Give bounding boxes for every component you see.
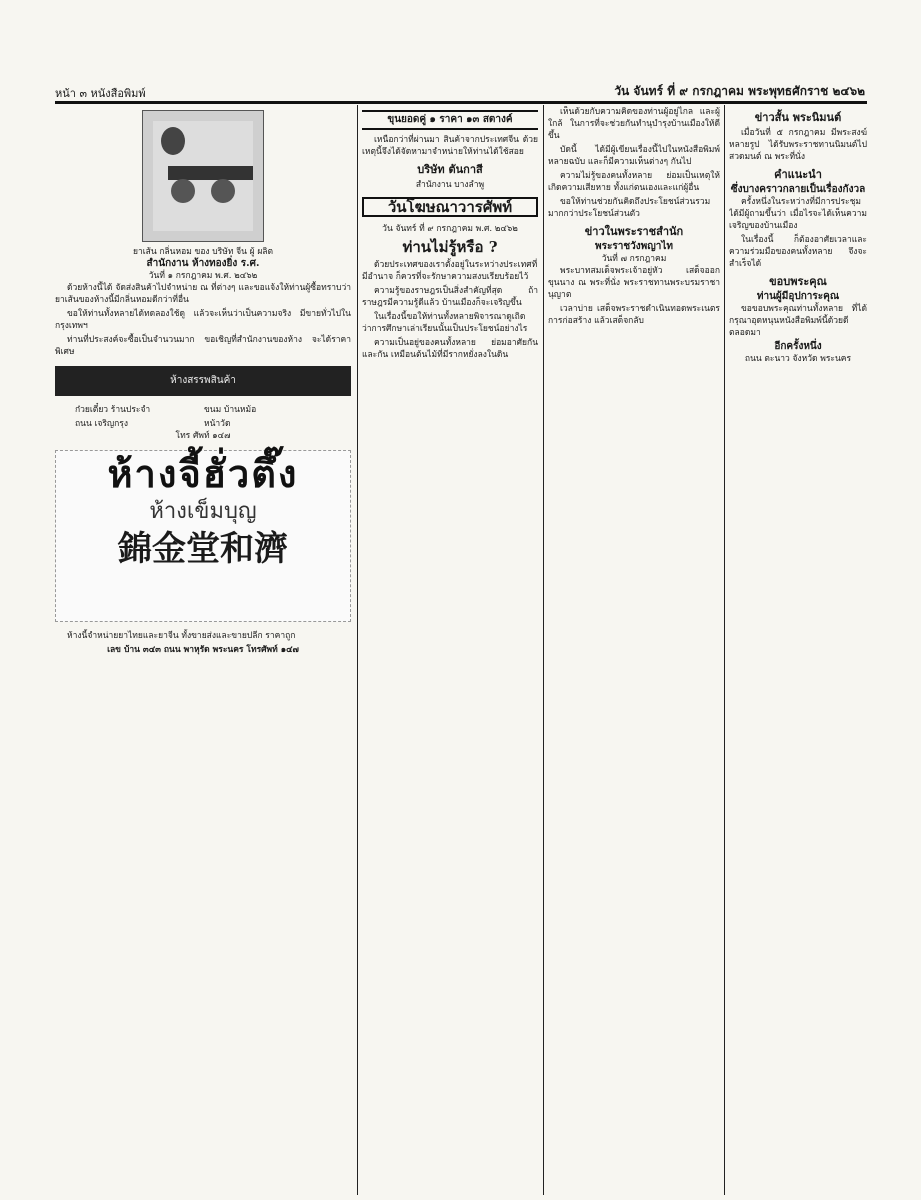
royal-news-sub: พระราชวังพญาไท xyxy=(595,241,673,252)
ad-dateline: วันที่ ๑ กรกฎาคม พ.ศ. ๒๔๖๒ xyxy=(148,271,258,281)
ad-headline: ห้างจี้ฮั่วตึ๊ง xyxy=(107,451,299,496)
column-divider xyxy=(357,105,358,1195)
thanks-heading: ขอบพระคุณ xyxy=(769,275,827,288)
dictionary-meta: วัน จันทร์ ที่ ๙ กรกฎาคม พ.ศ. ๒๔๖๒ xyxy=(382,224,518,234)
paragraph: เมื่อวันที่ ๕ กรกฎาคม มีพระสงฆ์หลายรูป ได้รับพระราชทานนิมนต์ไปสวดมนต์ ณ พระที่นั่ง xyxy=(729,128,867,162)
header-rule xyxy=(55,101,867,104)
short-news-heading: ข่าวสั้น พระนิมนต์ xyxy=(754,111,842,124)
list-item: หน้าวัด xyxy=(204,419,231,429)
illustration-cannon xyxy=(142,110,264,242)
paragraph: ขอให้ท่านช่วยกันคิดถึงประโยชน์ส่วนรวม มากกว่าประโยชน์ส่วนตัว xyxy=(548,197,711,219)
paragraph: ขอให้ท่านทั้งหลายได้ทดลองใช้ดู แล้วจะเห็นว่าเป็นความจริง มีขายทั่วไปในกรุงเทพฯ xyxy=(55,309,351,331)
banner-list xyxy=(55,404,351,430)
paragraph: ความไม่รู้ของคนทั้งหลาย ย่อมเป็นเหตุให้เกิดความเสียหาย ทั้งแก่ตนเองและแก่ผู้อื่น xyxy=(548,171,720,193)
banner-footer: โทร ศัพท์ ๑๔๗ xyxy=(175,431,231,441)
column-3 xyxy=(548,106,720,1186)
paragraph: พระบาทสมเด็จพระเจ้าอยู่หัว เสด็จออกขุนนาง ณ พระที่นั่ง พระราชทานพระบรมราชานุญาต xyxy=(548,266,720,300)
paragraph: ขอขอบพระคุณท่านทั้งหลาย ที่ได้กรุณาอุดหนุนหนังสือพิมพ์นี้ด้วยดีตลอดมา xyxy=(729,304,867,338)
paragraph: ความเป็นอยู่ของคนทั้งหลาย ย่อมอาศัยกันและกัน เหมือนต้นไม้ที่มีรากหยั่งลงในดิน xyxy=(362,338,538,360)
thanks-sub: ท่านผู้มีอุปการะคุณ xyxy=(756,291,840,302)
paragraph: ในเรื่องนี้ขอให้ท่านทั้งหลายพิจารณาดูเถิด ว่าการศึกษาเล่าเรียนนั้นเป็นประโยชน์อย่างไร xyxy=(362,312,528,334)
cannon-icon xyxy=(143,111,263,241)
footer-title: อีกครั้งหนึ่ง xyxy=(774,341,822,352)
royal-news-date: วันที่ ๗ กรกฎาคม xyxy=(601,254,667,264)
ad-title: สำนักงาน ห้างทองยิ่ง ร.ศ. xyxy=(146,258,260,269)
footer-address: ถนน ตะนาว จังหวัด พระนคร xyxy=(744,354,852,364)
page-header xyxy=(55,82,865,100)
paragraph: ในเรื่องนี้ ก็ต้องอาศัยเวลาและความร่วมมือของคนทั้งหลาย จึงจะสำเร็จได้ xyxy=(729,235,867,269)
advice-heading: คำแนะนำ xyxy=(774,168,822,181)
ad-caption: ยาเส้น กลิ่นหอม ของ บริษัท จีน ผู้ ผลิต xyxy=(132,247,274,257)
list-item: ถนน เจริญกรุง xyxy=(75,419,129,429)
column-1 xyxy=(55,106,351,1186)
ad-footer: เลข บ้าน ๓๔๓ ถนน พาหุรัด พระนคร โทรศัพท์ ๑๔๗ xyxy=(107,645,299,655)
advice-sub: ซึ่งบางคราวกลายเป็นเรื่องกังวล xyxy=(730,184,866,195)
list-item: ขนม บ้านหม้อ xyxy=(204,405,257,415)
company-name: บริษัท ตันกาสี xyxy=(417,163,483,176)
paragraph: ด้วยห้างนี้ได้ จัดส่งสินค้าไปจำหน่าย ณ ที่ต่างๆ และขอแจ้งให้ท่านผู้ซื้อทราบว่า ยาเส้นของห้างนี้มีกลิ่นหอมดีกว่าที่อื่น xyxy=(55,283,351,305)
question-heading: ท่านไม่รู้หรือ ? xyxy=(402,238,498,256)
column-2 xyxy=(362,106,538,1186)
large-advertisement xyxy=(55,450,351,622)
paragraph: ความรู้ของราษฎรเป็นสิ่งสำคัญที่สุด ถ้าราษฎรมีความรู้ดีแล้ว บ้านเมืองก็จะเจริญขึ้น xyxy=(362,286,538,308)
royal-news-heading: ข่าวในพระราชสำนัก xyxy=(584,225,684,238)
ad-chinese-title: 錦金堂和濟 xyxy=(118,529,288,569)
paragraph: ด้วยประเทศของเราตั้งอยู่ในระหว่างประเทศที่มีอำนาจ ก็ควรที่จะรักษาความสงบเรียบร้อยไว้ xyxy=(362,260,538,282)
column-4 xyxy=(729,106,867,1186)
paragraph: ห้างนี้จำหน่ายยาไทยและยาจีน ทั้งขายส่งและขายปลีก ราคาถูก xyxy=(67,631,296,641)
column-divider xyxy=(543,105,544,1195)
box-heading: ขุนยอดคู่ ๑ ราคา ๑๓ สตางค์ xyxy=(362,110,538,130)
paragraph: เวลาบ่าย เสด็จพระราชดำเนินทอดพระเนตรการก่อสร้าง แล้วเสด็จกลับ xyxy=(548,304,720,326)
ad-subheadline: ห้างเข็มบุญ xyxy=(149,499,257,524)
paragraph: ครั้งหนึ่งในระหว่างที่มีการประชุม ได้มีผู้ถามขึ้นว่า เมื่อไรจะได้เห็นความเจริญของบ้านเมือง xyxy=(729,197,867,231)
header-left: หน้า ๓ หนังสือพิมพ์ xyxy=(55,87,146,100)
banner-label: ห้างสรรพสินค้า xyxy=(170,375,236,386)
column-divider xyxy=(724,105,725,1195)
paragraph: เหนือกว่าที่ผ่านมา สินค้าจากประเทศจีน ด้วยเหตุนี้จึงได้จัดหามาจำหน่ายให้ท่านได้ใช้สอย xyxy=(362,135,538,157)
paragraph: เห็นด้วยกับความคิดของท่านผู้อยู่ไกล และผู้ใกล้ ในการที่จะช่วยกันทำนุบำรุงบ้านเมืองให้ดีขึ้น xyxy=(548,107,720,141)
dictionary-title: วันโฆษณาวารศัพท์ xyxy=(362,197,538,217)
header-dateline: วัน จันทร์ ที่ ๙ กรกฎาคม พระพุทธศักราช ๒๔๖๒ xyxy=(614,84,865,98)
list-item: ก๋วยเตี๋ยว ร้านประจำ xyxy=(75,405,151,415)
paragraph: บัดนี้ ได้มีผู้เขียนเรื่องนี้ไปในหนังสือพิมพ์หลายฉบับ และก็มีความเห็นต่างๆ กันไป xyxy=(548,145,720,167)
company-note: สำนักงาน บางลำพู xyxy=(415,180,485,190)
banner xyxy=(55,366,351,396)
paragraph: ท่านที่ประสงค์จะซื้อเป็นจำนวนมาก ขอเชิญที่สำนักงานของห้าง จะได้ราคาพิเศษ xyxy=(55,335,351,357)
